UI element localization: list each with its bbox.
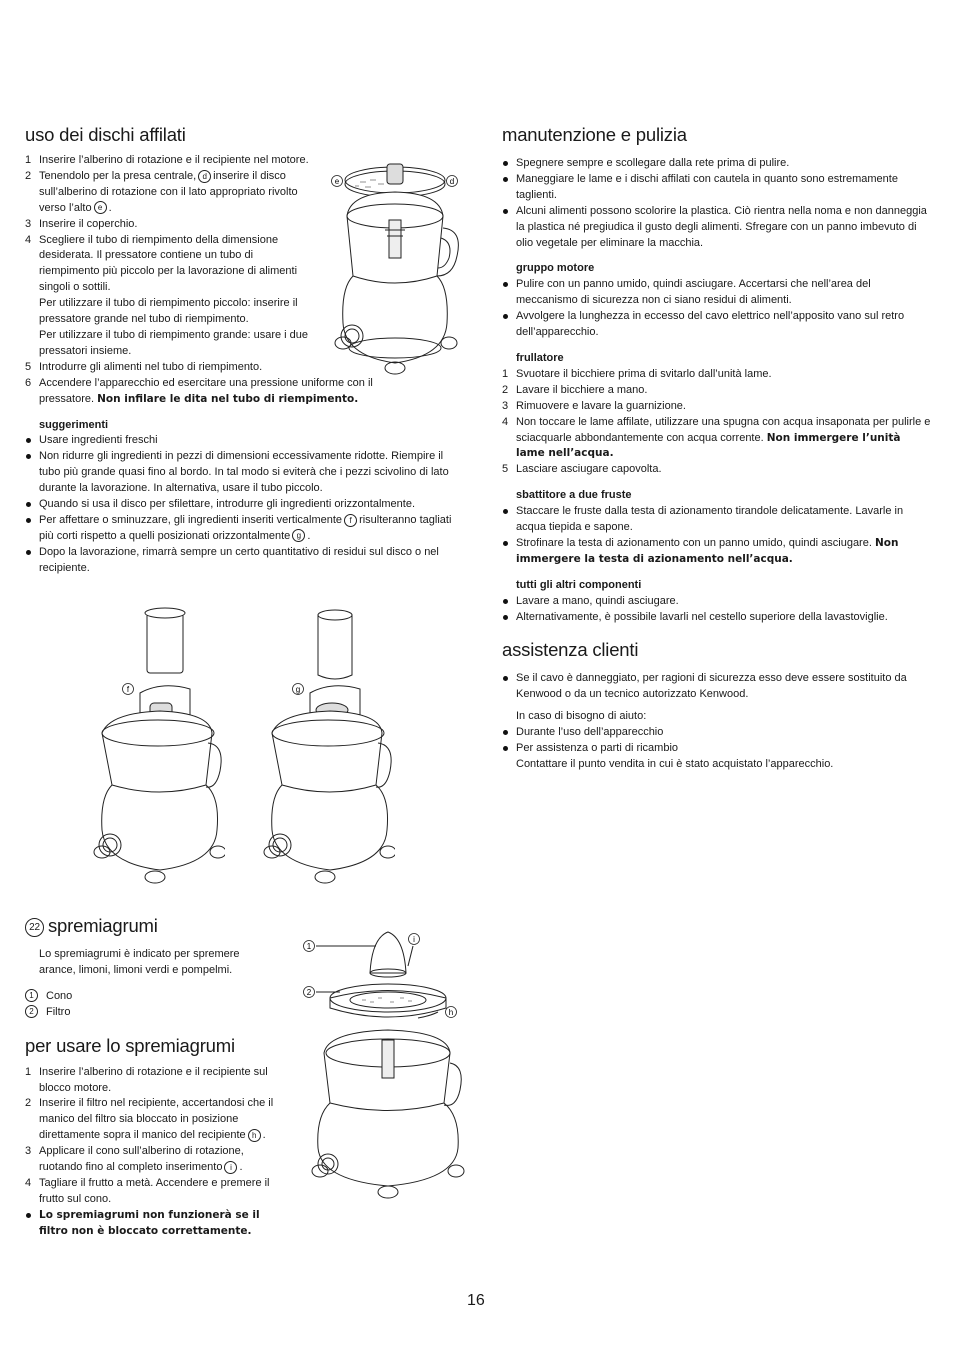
motor-item-1: Pulire con un panno umido, quindi asciugare. Accertarsi che nell’area del meccanismo di sicurezza non ci siano residui di alimenti. — [502, 277, 932, 309]
blender-title: frullatore — [516, 351, 564, 364]
tip-5: Dopo la lavorazione, rimarrà sempre un certo quantitativo di residui sul disco o nel recipiente. — [25, 545, 465, 577]
blender-step-5: 5 Lasciare asciugare capovolta. — [502, 463, 662, 476]
food-processor-disc-illustration — [325, 158, 470, 380]
label-e-circle: e — [94, 201, 107, 214]
care-general-list — [502, 156, 932, 251]
care-item-2: Maneggiare le lame e i dischi affilati con cautela in quanto sono estremamente taglienti. — [502, 172, 932, 204]
juicer-steps — [25, 1065, 287, 1208]
label-g-circle: g — [292, 529, 305, 542]
motor-list — [502, 277, 932, 341]
section-title-juicer-use: per usare lo spremiagrumi — [25, 1034, 235, 1056]
tip-1: Usare ingredienti freschi — [25, 433, 465, 449]
service-help: In caso di bisogno di aiuto: — [516, 710, 647, 723]
blender-step-3: 3 Rimuovere e lavare la guarnizione. — [502, 399, 686, 412]
label-e: e — [334, 177, 340, 186]
blender-step-1: 1 Svuotare il bicchiere prima di svitarlo dall’unità lame. — [502, 367, 772, 380]
label-i: i — [413, 935, 415, 944]
slicing-step-1: 1 Inserire l’alberino di rotazione e il recipiente nel motore. — [25, 154, 309, 166]
section-title-care: manutenzione e pulizia — [502, 124, 687, 145]
juicer-step-2: 2 Inserire il filtro nel recipiente, accertandosi che il manico del filtro sia bloccato in posizione direttamente sopra il manico del recipiente h . — [25, 1097, 274, 1142]
part-filter: 2 Filtro — [25, 1005, 305, 1021]
section-title-slicing: uso dei dischi affilati — [25, 124, 186, 145]
juicer-section — [25, 915, 305, 1240]
juicer-warning: Lo spremiagrumi non funzionerà se il filtro non è bloccato correttamente. — [25, 1208, 287, 1240]
juicer-step-1: 1 Inserire l’alberino di rotazione e il recipiente sul blocco motore. — [25, 1065, 268, 1094]
page-number: 16 — [467, 1292, 485, 1309]
other-list — [502, 594, 932, 626]
whisk-item-2: Strofinare la testa di azionamento con un panno umido, quindi asciugare. Non immergere la testa di azionamento nell’acqua. — [502, 536, 932, 568]
juicer-parts — [25, 989, 305, 1021]
part-cone: 1 Cono — [25, 989, 305, 1005]
service-contact: Contattare il punto vendita in cui è stato acquistato l’apparecchio. — [516, 758, 834, 770]
label-f: f — [126, 685, 130, 694]
tip-3: Quando si usa il disco per sfilettare, introdurre gli ingredienti orizzontalmente. — [25, 497, 465, 513]
label-d-circle: d — [198, 170, 211, 183]
blender-step-2: 2 Lavare il bicchiere a mano. — [502, 383, 648, 396]
service-item-parts: Per assistenza o parti di ricambio — [502, 741, 932, 757]
juicer-illustration — [300, 928, 465, 1200]
slicing-step-3: 3 Inserire il coperchio. — [25, 217, 138, 230]
label-g: g — [295, 685, 301, 694]
other-item-2: Alternativamente, è possibile lavarli nel cestello superiore della lavastoviglie. — [502, 610, 932, 626]
juicer-intro: Lo spremiagrumi è indicato per spremere arance, limoni, limoni verdi e pompelmi. — [39, 948, 240, 976]
slicing-step-2: 2 Tenendolo per la presa centrale, d inserire il disco sull’alberino di rotazione con il lato appropriato rivolto verso l’alto e . — [25, 169, 298, 214]
slicing-step-6: 6 Accendere l’apparecchio ed esercitare una pressione uniforme con il pressatore. Non infilare le dita nel tubo di riempimento. — [25, 376, 373, 405]
label-2: 2 — [306, 988, 312, 997]
care-section — [502, 124, 932, 773]
other-title: tutti gli altri componenti — [516, 578, 642, 591]
food-processor-vertical-illustration — [90, 605, 225, 887]
service-item-cable: Se il cavo è danneggiato, per ragioni di sicurezza esso deve essere sostituito da Kenwood o da un tecnico autorizzato Kenwood. — [502, 671, 932, 703]
other-item-1: Lavare a mano, quindi asciugare. — [502, 594, 932, 610]
whisk-item-1: Staccare le fruste dalla testa di azionamento tirandole delicatamente. Lavarle in acqua tiepida e sapone. — [502, 504, 932, 536]
label-f-circle: f — [344, 514, 357, 527]
juicer-step-4: 4 Tagliare il frutto a metà. Accendere e premere il frutto sul cono. — [25, 1176, 270, 1205]
juicer-warning-list — [25, 1208, 287, 1240]
slicing-step-5: 5 Introdurre gli alimenti nel tubo di riempimento. — [25, 360, 263, 373]
label-h: h — [448, 1008, 454, 1017]
tip-2: Non ridurre gli ingredienti in pezzi di dimensioni eccessivamente ridotte. Riempire il tubo più grande quasi fino al bordo. In tal modo si eviterà che i pezzi scivolino di lato durante la lavorazione. In alternativa, usare il tubo piccolo. — [25, 449, 465, 497]
food-processor-horizontal-illustration — [260, 605, 395, 887]
whisk-title: sbattitore a due fruste — [516, 489, 632, 502]
blender-steps — [502, 367, 932, 478]
section-number-badge: 22 — [25, 918, 44, 937]
slicing-step-4: 4 Scegliere il tubo di riempimento della dimensione desiderata. Il pressatore contiene un tubo di riempimento più piccolo per la lavorazione di alimenti singoli o sottili. Per utilizzare il tubo di riempimento piccolo: inserire il pressatore grande nel tubo di riempimento. Per utilizzare il tubo di riempimento grande: usare i due pressatori insieme. — [25, 233, 309, 357]
juicer-step-3: 3 Applicare il cono sull’alberino di rotazione, ruotando fino al completo inserimento i . — [25, 1145, 244, 1174]
care-item-1: Spegnere sempre e scollegare dalla rete prima di pulire. — [502, 156, 932, 172]
label-1: 1 — [306, 942, 312, 951]
care-item-3: Alcuni alimenti possono scolorire la plastica. Ciò rientra nella noma e non danneggia la plastica né pregiudica il gusto degli alimenti. Sfregare con un panno imbevuto di olio vegetale per eliminare la macchia. — [502, 204, 932, 252]
tips-title: suggerimenti — [39, 418, 109, 431]
motor-item-2: Avvolgere la lunghezza in eccesso del cavo elettrico nell’apposito vano sul retro dell’apparecchio. — [502, 309, 932, 341]
blender-step-4: 4 Non toccare le lame affilate, utilizzare una spugna con acqua insaponata per pulirle e sciacquarle abbondantemente con acqua corrente. Non immergere l’unità lame nell’acqua. — [502, 415, 931, 460]
section-title-service: assistenza clienti — [502, 639, 639, 661]
tip-4: Per affettare o sminuzzare, gli ingredienti inseriti verticalmente f risulteranno tagliati più corti rispetto a quelli posizionati orizzontalmente g . — [25, 513, 465, 545]
whisk-list — [502, 504, 932, 568]
tips-list — [25, 433, 465, 576]
service-list-1 — [502, 671, 932, 703]
service-item-use: Durante l’uso dell’apparecchio — [502, 725, 932, 741]
motor-title: gruppo motore — [516, 262, 595, 275]
section-title-juicer: 22 spremiagrumi — [25, 915, 305, 937]
label-d: d — [449, 177, 455, 186]
service-list-2 — [502, 725, 932, 757]
